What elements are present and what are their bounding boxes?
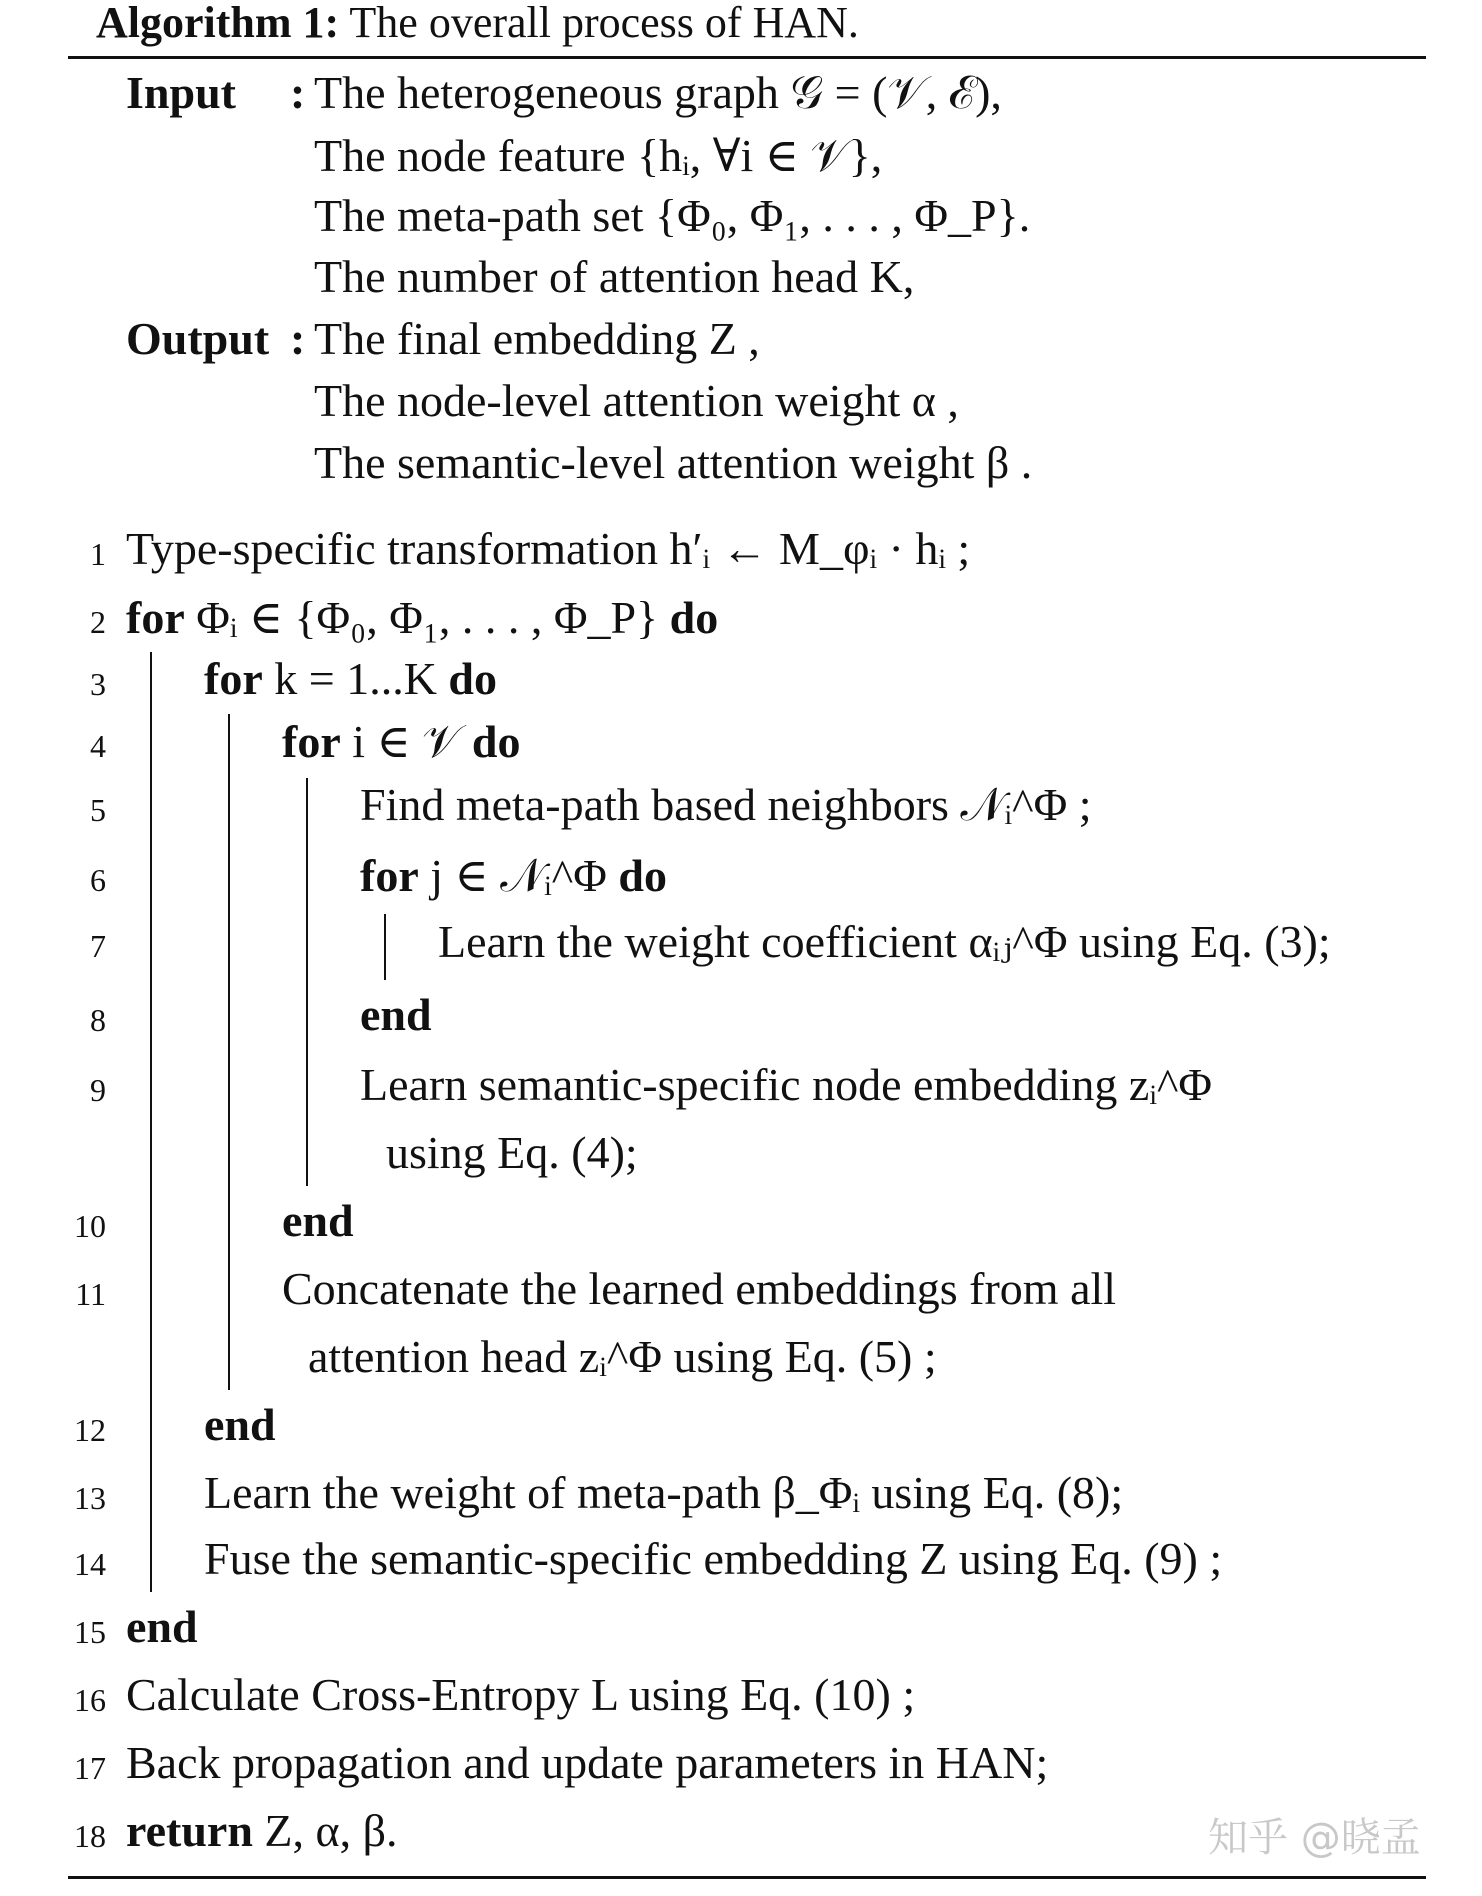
output-colon: : [290, 313, 306, 364]
line-number: 1 [90, 536, 106, 572]
line-number: 15 [74, 1614, 106, 1650]
line-number: 16 [74, 1682, 106, 1718]
line-number: 11 [75, 1276, 106, 1312]
step-line: Type-specific transformation h′ᵢ ← M_φᵢ · hᵢ ; [126, 523, 971, 574]
bottom-rule [68, 1876, 1426, 1879]
input-line: The meta-path set {Φ₀, Φ₁, . . . , Φ_P}. [314, 190, 1031, 241]
output-line: The semantic-level attention weight β . [314, 437, 1033, 488]
block-bar-for-neighbor [384, 914, 386, 980]
line-number: 2 [90, 604, 106, 640]
step-line: Concatenate the learned embeddings from all [282, 1263, 1117, 1314]
step-line: Learn semantic-specific node embedding zᵢ^Φ [360, 1059, 1213, 1110]
algorithm-title [96, 0, 859, 46]
block-bar-for-head [228, 714, 230, 1390]
input-line: The number of attention head K, [314, 251, 915, 302]
step-line: Calculate Cross-Entropy L using Eq. (10) ; [126, 1669, 916, 1720]
step-line: end [126, 1601, 198, 1652]
top-rule [68, 56, 1426, 59]
line-number: 4 [90, 728, 106, 764]
step-line: for j ∈ 𝒩ᵢ^Φ do [360, 850, 667, 901]
step-line: for k = 1...K do [204, 653, 498, 704]
output-line: The node-level attention weight α , [314, 375, 959, 426]
step-line: end [204, 1399, 276, 1450]
line-number: 8 [90, 1002, 106, 1038]
algorithm-caption: The overall process of HAN. [349, 0, 859, 47]
input-label: Input [126, 67, 236, 118]
step-line: Back propagation and update parameters in HAN; [126, 1737, 1049, 1788]
step-line: end [282, 1195, 354, 1246]
block-bar-for-metapath [150, 652, 152, 1592]
step-line: end [360, 989, 432, 1040]
step-line-continued: attention head zᵢ^Φ using Eq. (5) ; [308, 1331, 937, 1382]
step-line: for Φᵢ ∈ {Φ₀, Φ₁, . . . , Φ_P} do [126, 592, 719, 643]
step-line: return Z, α, β. [126, 1805, 398, 1856]
line-number: 17 [74, 1750, 106, 1786]
output-label: Output [126, 313, 270, 364]
step-line: Learn the weight coefficient αᵢⱼ^Φ using Eq. (3); [438, 916, 1331, 967]
input-line: The heterogeneous graph 𝒢 = (𝒱, ℰ), [314, 67, 1002, 118]
line-number: 3 [90, 666, 106, 702]
block-bar-for-node [306, 778, 308, 1186]
line-number: 5 [90, 792, 106, 828]
output-line: The final embedding Z , [314, 313, 760, 364]
input-line: The node feature {hᵢ, ∀i ∈ 𝒱}, [314, 130, 883, 181]
step-line-continued: using Eq. (4); [386, 1127, 638, 1178]
line-number: 9 [90, 1072, 106, 1108]
line-number: 7 [90, 928, 106, 964]
step-line: Find meta-path based neighbors 𝒩ᵢ^Φ ; [360, 779, 1092, 830]
watermark: 知乎 @晓孟 [1208, 1815, 1421, 1861]
line-number: 6 [90, 862, 106, 898]
line-number: 10 [74, 1208, 106, 1244]
line-number: 14 [74, 1546, 106, 1582]
step-line: Learn the weight of meta-path β_Φᵢ using Eq. (8); [204, 1467, 1124, 1518]
line-number: 13 [74, 1480, 106, 1516]
step-line: for i ∈ 𝒱 do [282, 716, 521, 767]
step-line: Fuse the semantic-specific embedding Z using Eq. (9) ; [204, 1533, 1223, 1584]
algorithm-label: Algorithm 1: [96, 0, 340, 47]
line-number: 12 [74, 1412, 106, 1448]
input-colon: : [290, 67, 306, 118]
line-number: 18 [74, 1818, 106, 1854]
